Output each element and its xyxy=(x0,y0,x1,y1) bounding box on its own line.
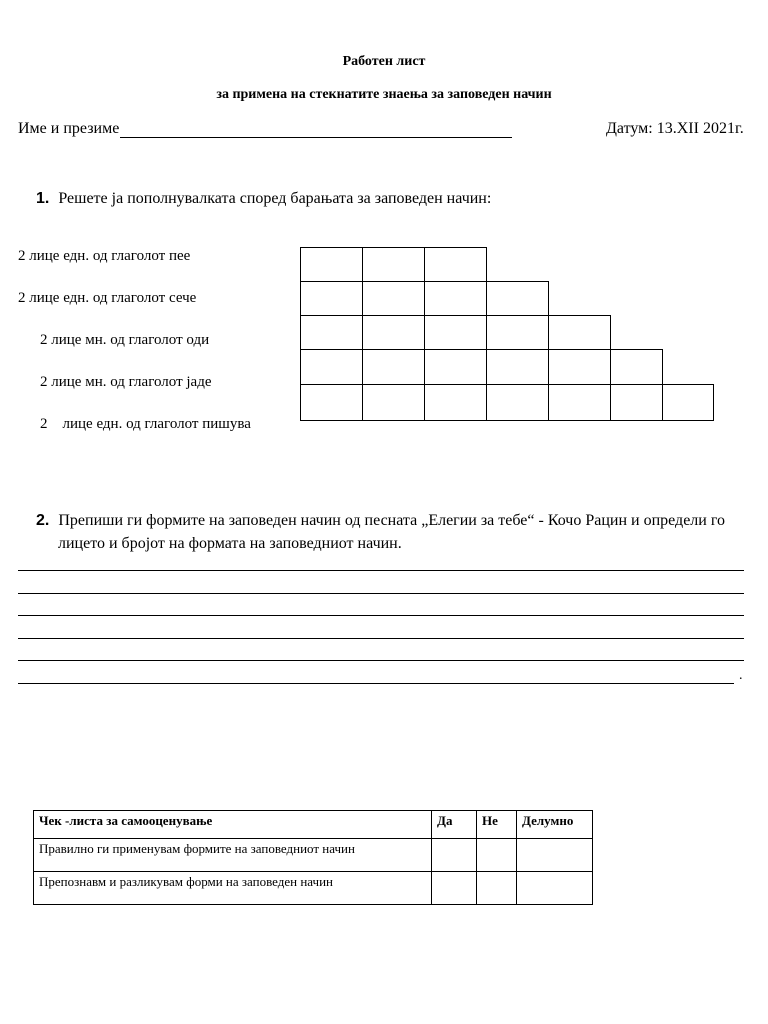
crossword-cell[interactable] xyxy=(548,315,611,350)
crossword-cell[interactable] xyxy=(362,247,425,282)
task-1-number: 1. xyxy=(36,190,50,207)
page-subtitle: за примена на стекнатите знаења за заповеден начин xyxy=(216,87,552,102)
page-title: Работен лист xyxy=(342,54,426,69)
checklist-row xyxy=(34,872,593,905)
name-field[interactable] xyxy=(18,120,512,138)
crossword-cell[interactable] xyxy=(548,384,611,421)
crossword-cell[interactable] xyxy=(610,384,663,421)
crossword-cell[interactable] xyxy=(486,281,549,316)
date-label: Датум: 13.XII 2021г. xyxy=(606,120,744,137)
crossword-clue-5: 2 лице едн. од глаголот пишува xyxy=(40,416,251,432)
answer-line[interactable] xyxy=(18,638,744,639)
checklist-header-row xyxy=(34,811,593,839)
task-1-heading xyxy=(36,190,491,208)
crossword-cell[interactable] xyxy=(662,384,714,421)
checklist-header-yes: Да xyxy=(432,811,477,839)
task-1-text: Решете ја пополнувалката според барањата за заповеден начин: xyxy=(58,190,492,207)
crossword-cell[interactable] xyxy=(362,315,425,350)
answer-line[interactable] xyxy=(18,660,744,661)
crossword-cell[interactable] xyxy=(610,349,663,385)
crossword-cell[interactable] xyxy=(362,384,425,421)
crossword-cell[interactable] xyxy=(362,281,425,316)
crossword-cell[interactable] xyxy=(424,315,487,350)
crossword-cell[interactable] xyxy=(548,349,611,385)
crossword-cell[interactable] xyxy=(300,247,363,282)
answer-line[interactable] xyxy=(18,683,734,684)
task-2-number: 2. xyxy=(36,512,50,529)
crossword-cell[interactable] xyxy=(300,315,363,350)
name-blank-line[interactable] xyxy=(120,123,512,138)
crossword-cell[interactable] xyxy=(424,247,487,282)
crossword-clue-2: 2 лице едн. од глаголот сече xyxy=(18,290,197,306)
crossword-cell[interactable] xyxy=(486,315,549,350)
crossword-cell[interactable] xyxy=(424,384,487,421)
checklist-statement: Правилно ги применувам формите на заповедниот начин xyxy=(34,839,432,872)
checklist-no-cell[interactable] xyxy=(477,872,517,905)
self-assessment-checklist xyxy=(33,810,593,905)
task-2-heading xyxy=(36,512,725,530)
crossword-clue-4: 2 лице мн. од глаголот јаде xyxy=(40,374,212,390)
checklist-no-cell[interactable] xyxy=(477,839,517,872)
checklist-header-no: Не xyxy=(477,811,517,839)
checklist-yes-cell[interactable] xyxy=(432,872,477,905)
crossword-cell[interactable] xyxy=(300,281,363,316)
crossword-cell[interactable] xyxy=(362,349,425,385)
checklist-header-title: Чек -листа за самооценување xyxy=(34,811,432,839)
checklist-partial-cell[interactable] xyxy=(517,872,593,905)
checklist-header-partial: Делумно xyxy=(517,811,593,839)
crossword-cell[interactable] xyxy=(424,281,487,316)
checklist-yes-cell[interactable] xyxy=(432,839,477,872)
crossword-cell[interactable] xyxy=(486,384,549,421)
name-label: Име и презиме xyxy=(18,120,120,137)
crossword-cell[interactable] xyxy=(300,349,363,385)
task-2-text-line-1: Препиши ги формите на заповеден начин од песната „Елегии за тебе“ - Кочо Рацин и определи го xyxy=(58,512,725,529)
answer-line[interactable] xyxy=(18,570,744,571)
answer-end-mark: . xyxy=(739,668,743,683)
crossword-cell[interactable] xyxy=(424,349,487,385)
checklist-row xyxy=(34,839,593,872)
answer-line[interactable] xyxy=(18,615,744,616)
crossword-cell[interactable] xyxy=(300,384,363,421)
task-2-text-line-2: лицето и бројот на формата на заповедниот начин. xyxy=(58,535,402,552)
crossword-clue-1: 2 лице едн. од глаголот пее xyxy=(18,248,191,264)
crossword-cell[interactable] xyxy=(486,349,549,385)
answer-line[interactable] xyxy=(18,593,744,594)
checklist-statement: Препознавм и разликувам форми на заповеден начин xyxy=(34,872,432,905)
checklist-partial-cell[interactable] xyxy=(517,839,593,872)
crossword-clue-3: 2 лице мн. од глаголот оди xyxy=(40,332,210,348)
